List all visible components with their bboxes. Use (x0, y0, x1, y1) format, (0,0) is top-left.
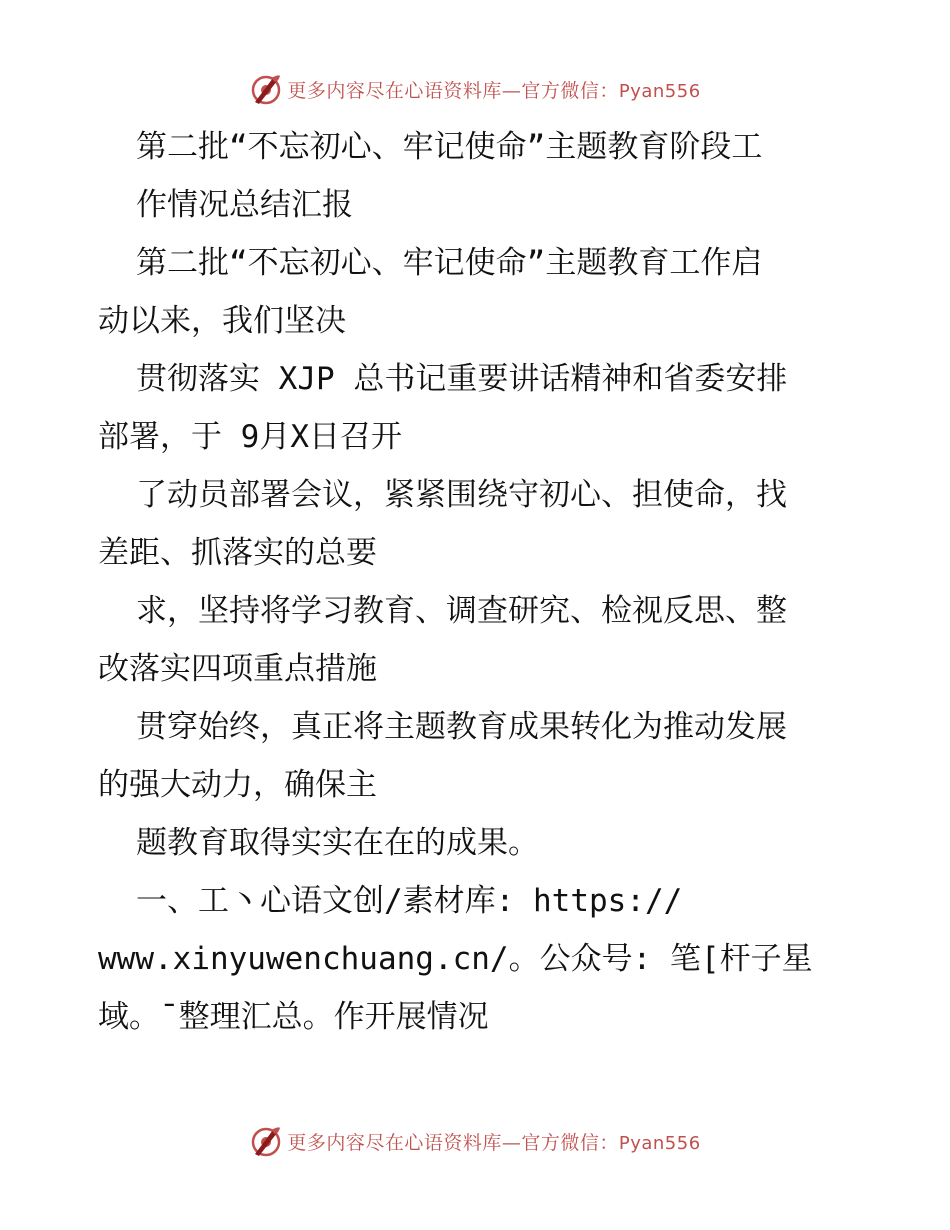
document-line: 作情况总结汇报 (136, 187, 353, 223)
document-line: 贯彻落实 XJP 总书记重要讲话精神和省委安排 (136, 361, 788, 397)
document-line: 一、工丶心语文创/素材库: https:// (136, 883, 683, 919)
quill-pen-logo-icon (249, 72, 283, 106)
document-line: 改落实四项重点措施 (98, 651, 377, 687)
document-body (98, 118, 858, 1046)
watermark-wechat-id: Pyan556 (618, 80, 701, 102)
document-line: www.xinyuwenchuang.cn/。公众号: 笔[杆子星 (98, 941, 813, 977)
document-line: 的强大动力，确保主 (98, 767, 377, 803)
document-line: 差距、抓落实的总要 (98, 535, 377, 571)
document-line: 部署，于 9月X日召开 (98, 419, 402, 455)
document-line: 题教育取得实实在在的成果。 (136, 825, 539, 861)
document-line: 第二批“不忘初心、牢记使命”主题教育工作启 (136, 245, 763, 281)
watermark-wechat-id: Pyan556 (618, 1132, 701, 1154)
watermark-text: 更多内容尽在心语资料库—官方微信：Pyan556 (287, 1131, 701, 1154)
quill-pen-logo-icon (249, 1124, 283, 1158)
document-line: 域。¯整理汇总。作开展情况 (98, 999, 489, 1035)
watermark-text: 更多内容尽在心语资料库—官方微信：Pyan556 (287, 79, 701, 102)
header-watermark (0, 72, 950, 106)
footer-watermark (0, 1124, 950, 1158)
document-line: 了动员部署会议，紧紧围绕守初心、担使命，找 (136, 477, 787, 513)
document-line: 动以来，我们坚决 (98, 303, 346, 339)
document-line: 第二批“不忘初心、牢记使命”主题教育阶段工 (136, 129, 763, 165)
document-line: 求，坚持将学习教育、调查研究、检视反思、整 (136, 593, 787, 629)
document-line: 贯穿始终，真正将主题教育成果转化为推动发展 (136, 709, 787, 745)
